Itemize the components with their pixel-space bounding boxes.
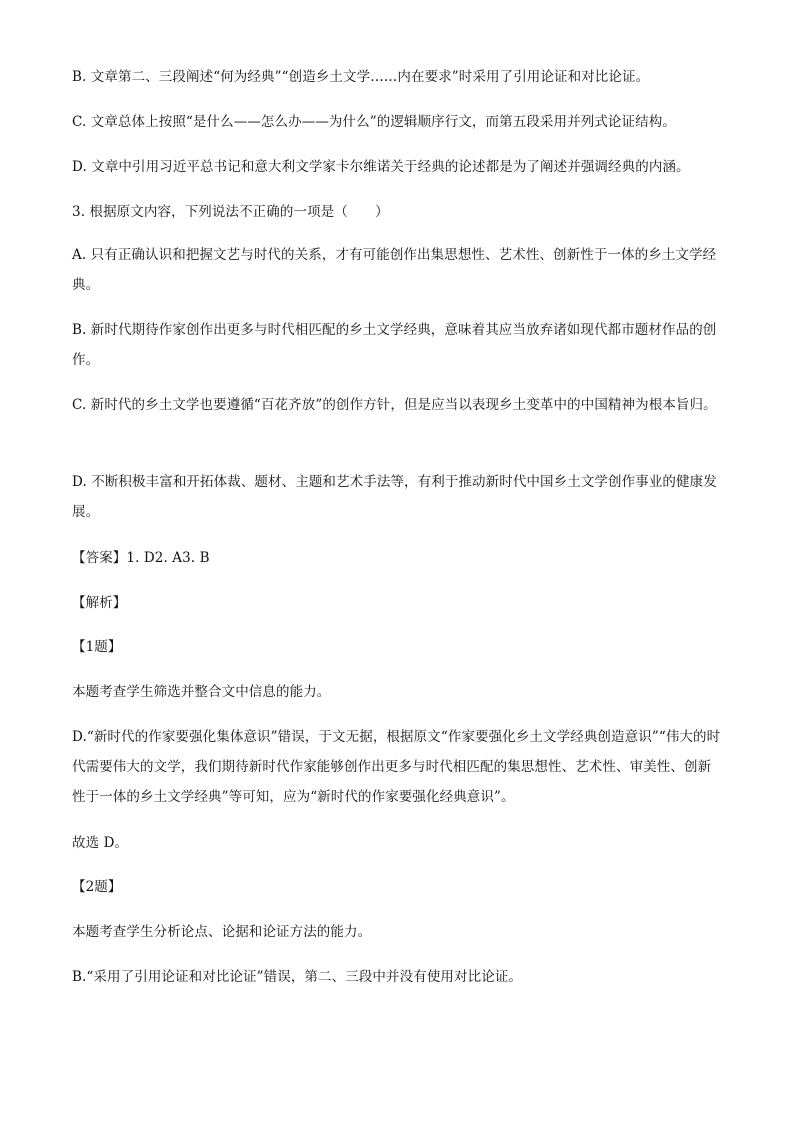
option-d-paragraph: D. 文章中引用习近平总书记和意大利文学家卡尔维诺关于经典的论述都是为了阐述并强调经典的内涵。 <box>72 159 690 175</box>
question-3-option-c: C. 新时代的乡土文学也要遵循“百花齐放”的创作方针，但是应当以表现乡土变革中的中国精神为根本旨归。 <box>72 397 717 413</box>
question-2-heading: 【2题】 <box>72 879 122 895</box>
analysis-heading: 【解析】 <box>72 595 127 611</box>
question-3-option-a: A. 只有正确认识和把握文艺与时代的关系，才有可能创作出集思想性、艺术性、创新性于一体的乡土文学经典。 <box>72 247 717 293</box>
option-c-paragraph: C. 文章总体上按照“是什么——怎么办——为什么”的逻辑顺序行文，而第五段采用并列式论证结构。 <box>72 114 676 130</box>
answer-line: 【答案】1. D2. A3. B <box>72 550 210 566</box>
question-1-explanation: D.“新时代的作家要强化集体意识”错误，于文无据，根据原文“作家要强化乡土文学经典创造意识”“伟大的时代需要伟大的文学，我们期待新时代作家能够创作出更多与时代相匹配的集思想性、艺术性、审美性、创新性于一体的乡土文学经典”等可知，应为“新时代的作家要强化经典意识”。 <box>72 729 721 805</box>
question-3-option-b: B. 新时代期待作家创作出更多与时代相匹配的乡土文学经典，意味着其应当放弃诸如现代都市题材作品的创作。 <box>72 322 717 368</box>
question-2-skill: 本题考查学生分析论点、论据和论证方法的能力。 <box>72 924 372 940</box>
question-3-stem: 3. 根据原文内容，下列说法不正确的一项是（ ） <box>72 204 389 220</box>
question-3-option-d: D. 不断积极丰富和开拓体裁、题材、主题和艺术手法等，有利于推动新时代中国乡土文学创作事业的健康发展。 <box>72 474 717 520</box>
question-1-conclusion: 故选 D。 <box>72 835 129 851</box>
question-1-skill: 本题考查学生筛选并整合文中信息的能力。 <box>72 684 331 700</box>
question-1-heading: 【1题】 <box>72 639 122 655</box>
question-2-explanation: B.“采用了引用论证和对比论证”错误，第二、三段中并没有使用对比论证。 <box>72 969 523 985</box>
option-b-paragraph: B. 文章第二、三段阐述“何为经典”“创造乡土文学……内在要求”时采用了引用论证和对比论证。 <box>72 69 650 85</box>
